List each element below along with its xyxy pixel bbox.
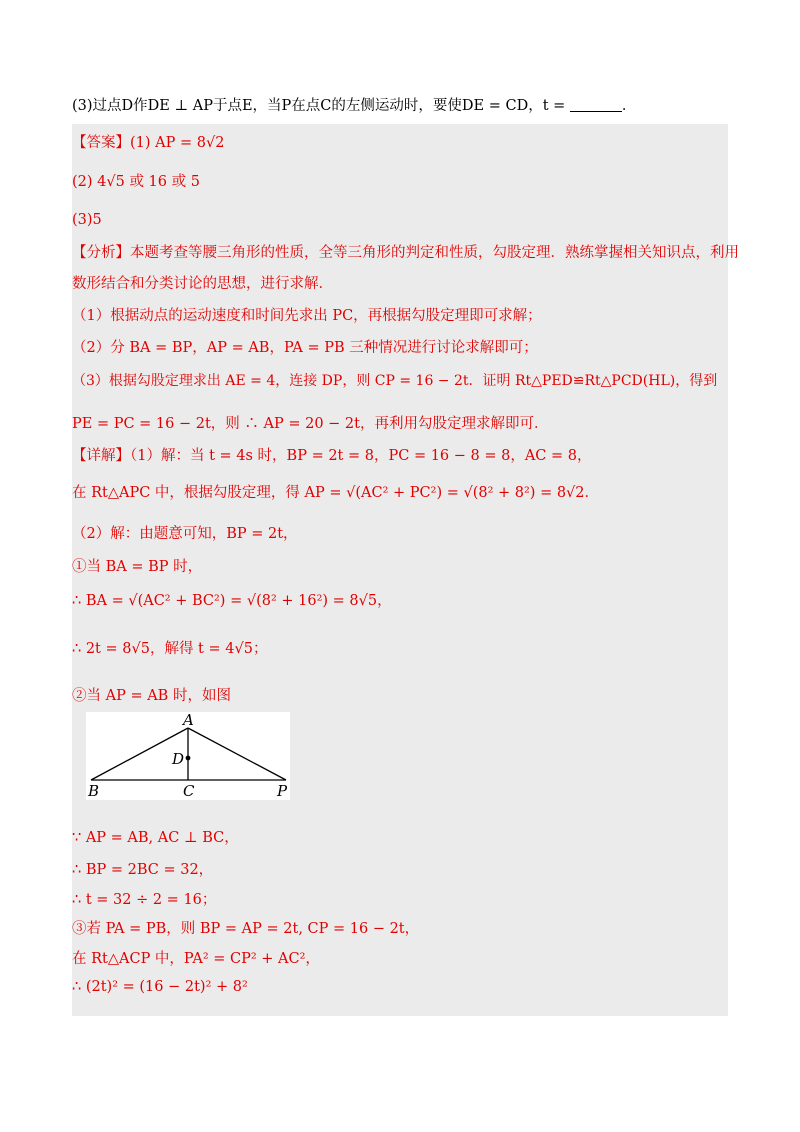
analysis-line-1: 【分析】本题考查等腰三角形的性质，全等三角形的判定和性质，勾股定理．熟练掌握相关知识点，利用 <box>72 245 739 261</box>
triangle-diagram <box>86 712 290 800</box>
triangle-figure <box>86 712 290 800</box>
answer-part1: (1) AP = 8√2 <box>130 135 225 151</box>
case1-step-a: ∴ BA = √(AC² + BC²) = √(8² + 16²) = 8√5， <box>72 593 392 609</box>
case3-step-a: 在 Rt△ACP 中，PA² = CP² + AC²， <box>72 951 320 967</box>
case1-heading: ①当 BA = BP 时， <box>72 559 203 575</box>
case2-step-c: ∴ t = 32 ÷ 2 = 16； <box>72 892 217 908</box>
label-P: P <box>277 782 288 800</box>
analysis-step-3b: PE = PC = 16 − 2t，则 ∴ AP = 20 − 2t，再利用勾股定理求解即可． <box>72 416 549 432</box>
label-A: A <box>183 712 194 729</box>
case2-step-b: ∴ BP = 2BC = 32， <box>72 862 214 878</box>
answer-line-1 <box>72 131 224 152</box>
detail-line-3: （2）解：由题意可知，BP = 2t， <box>72 526 298 542</box>
answer-label: 【答案】 <box>72 135 130 151</box>
analysis-step-3: （3）根据勾股定理求出 AE = 4，连接 DP，则 CP = 16 − 2t．证明 Rt△PED≌Rt△PCD(HL)，得到 <box>72 373 718 389</box>
label-D: D <box>172 750 185 768</box>
answer-part2: (2) 4√5 或 16 或 5 <box>72 174 200 190</box>
case3-step-b: ∴ (2t)² = (16 − 2t)² + 8² <box>72 979 248 995</box>
question-text: (3)过点D作DE ⊥ AP于点E，当P在点C的左侧运动时，要使DE = CD，t = <box>72 98 566 114</box>
case2-step-a: ∵ AP = AB, AC ⊥ BC， <box>72 830 239 846</box>
segment-AP <box>188 728 286 780</box>
label-B: B <box>88 782 100 800</box>
answer-part3: (3)5 <box>72 212 102 228</box>
detail-line-2: 在 Rt△APC 中，根据勾股定理，得 AP = √(AC² + PC²) = √(8² + 8²) = 8√2． <box>72 485 600 501</box>
answer-blank <box>570 97 622 112</box>
case3-heading: ③若 PA = PB，则 BP = AP = 2t, CP = 16 − 2t， <box>72 921 420 937</box>
analysis-step-2: （2）分 BA = BP，AP = AB，PA = PB 三种情况进行讨论求解即可； <box>72 340 538 356</box>
analysis-line-2: 数形结合和分类讨论的思想，进行求解． <box>72 276 333 292</box>
question-3: (3)过点D作DE ⊥ AP于点E，当P在点C的左侧运动时，要使DE = CD，t = ． <box>72 98 637 114</box>
case1-step-b: ∴ 2t = 8√5，解得 t = 4√5； <box>72 641 268 657</box>
case2-heading: ②当 AP = AB 时，如图 <box>72 688 231 704</box>
detail-line-1: 【详解】（1）解：当 t = 4s 时，BP = 2t = 8，PC = 16 − 8 = 8，AC = 8， <box>72 448 592 464</box>
point-D <box>186 756 191 761</box>
label-C: C <box>183 782 195 800</box>
analysis-step-1: （1）根据动点的运动速度和时间先求出 PC，再根据勾股定理即可求解； <box>72 308 542 324</box>
